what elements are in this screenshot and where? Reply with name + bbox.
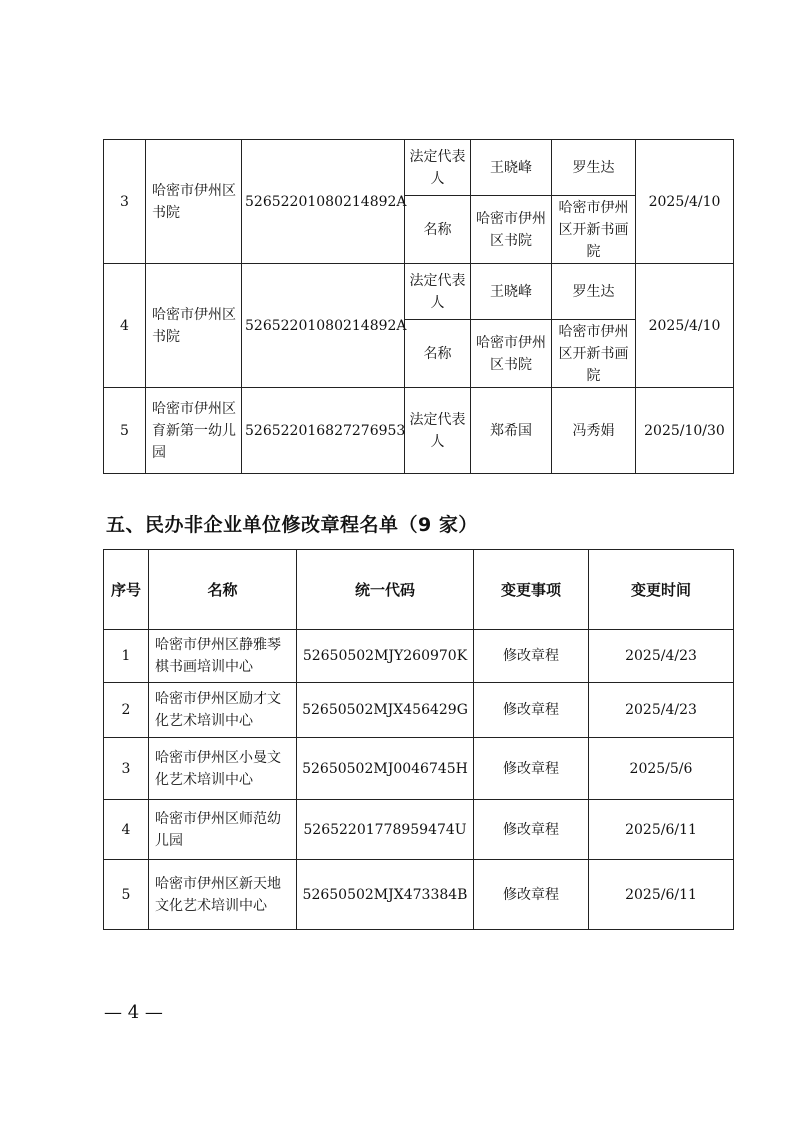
code-cell: 526522016827276953	[242, 388, 405, 474]
after-value-cell: 哈密市伊州区开新书画院	[552, 196, 636, 264]
change-item-cell: 法定代表人	[405, 264, 471, 320]
table-row	[104, 140, 734, 196]
table-row	[104, 630, 734, 683]
code-cell: 52652201778959474U	[297, 800, 474, 860]
date-cell: 2025/4/23	[589, 683, 734, 738]
org-name-cell: 哈密市伊州区静雅琴棋书画培训中心	[149, 630, 297, 683]
change-item-cell: 名称	[405, 320, 471, 388]
page-number: — 4 —	[104, 1002, 163, 1023]
after-value-cell: 罗生达	[552, 264, 636, 320]
after-value-cell: 罗生达	[552, 140, 636, 196]
header-item: 变更事项	[474, 550, 589, 630]
change-registration-table	[103, 139, 734, 474]
table-row	[104, 800, 734, 860]
change-item-cell: 法定代表人	[405, 140, 471, 196]
table-row	[104, 738, 734, 800]
table-row	[104, 388, 734, 474]
before-value-cell: 王晓峰	[471, 140, 552, 196]
seq-cell: 5	[104, 860, 149, 930]
org-name-cell: 哈密市伊州区励才文化艺术培训中心	[149, 683, 297, 738]
table-row	[104, 860, 734, 930]
change-item-cell: 法定代表人	[405, 388, 471, 474]
seq-cell: 3	[104, 140, 146, 264]
section-heading: 五、民办非企业单位修改章程名单（9 家）	[106, 514, 478, 536]
seq-cell: 5	[104, 388, 146, 474]
change-item-cell: 修改章程	[474, 860, 589, 930]
header-date: 变更时间	[589, 550, 734, 630]
table-row	[104, 683, 734, 738]
charter-amendment-table	[103, 549, 734, 930]
change-item-cell: 修改章程	[474, 800, 589, 860]
date-cell: 2025/4/23	[589, 630, 734, 683]
code-cell: 52650502MJ0046745H	[297, 738, 474, 800]
date-cell: 2025/10/30	[636, 388, 734, 474]
org-name-cell: 哈密市伊州区新天地文化艺术培训中心	[149, 860, 297, 930]
code-cell: 52650502MJX473384B	[297, 860, 474, 930]
header-name: 名称	[149, 550, 297, 630]
seq-cell: 4	[104, 800, 149, 860]
date-cell: 2025/5/6	[589, 738, 734, 800]
table-header-row	[104, 550, 734, 630]
change-item-cell: 修改章程	[474, 738, 589, 800]
before-value-cell: 王晓峰	[471, 264, 552, 320]
after-value-cell: 冯秀娟	[552, 388, 636, 474]
before-value-cell: 哈密市伊州区书院	[471, 196, 552, 264]
seq-cell: 4	[104, 264, 146, 388]
table-row	[104, 264, 734, 320]
code-cell: 52650502MJX456429G	[297, 683, 474, 738]
org-name-cell: 哈密市伊州区育新第一幼儿园	[146, 388, 242, 474]
code-cell: 52650502MJY260970K	[297, 630, 474, 683]
change-item-cell: 修改章程	[474, 683, 589, 738]
date-cell: 2025/6/11	[589, 860, 734, 930]
org-name-cell: 哈密市伊州区师范幼儿园	[149, 800, 297, 860]
date-cell: 2025/6/11	[589, 800, 734, 860]
org-name-cell: 哈密市伊州区小曼文化艺术培训中心	[149, 738, 297, 800]
change-item-cell: 名称	[405, 196, 471, 264]
code-cell: 52652201080214892A	[242, 264, 405, 388]
code-cell: 52652201080214892A	[242, 140, 405, 264]
after-value-cell: 哈密市伊州区开新书画院	[552, 320, 636, 388]
before-value-cell: 哈密市伊州区书院	[471, 320, 552, 388]
seq-cell: 3	[104, 738, 149, 800]
header-code: 统一代码	[297, 550, 474, 630]
seq-cell: 2	[104, 683, 149, 738]
date-cell: 2025/4/10	[636, 264, 734, 388]
date-cell: 2025/4/10	[636, 140, 734, 264]
org-name-cell: 哈密市伊州区书院	[146, 140, 242, 264]
seq-cell: 1	[104, 630, 149, 683]
org-name-cell: 哈密市伊州区书院	[146, 264, 242, 388]
before-value-cell: 郑希国	[471, 388, 552, 474]
header-seq: 序号	[104, 550, 149, 630]
change-item-cell: 修改章程	[474, 630, 589, 683]
